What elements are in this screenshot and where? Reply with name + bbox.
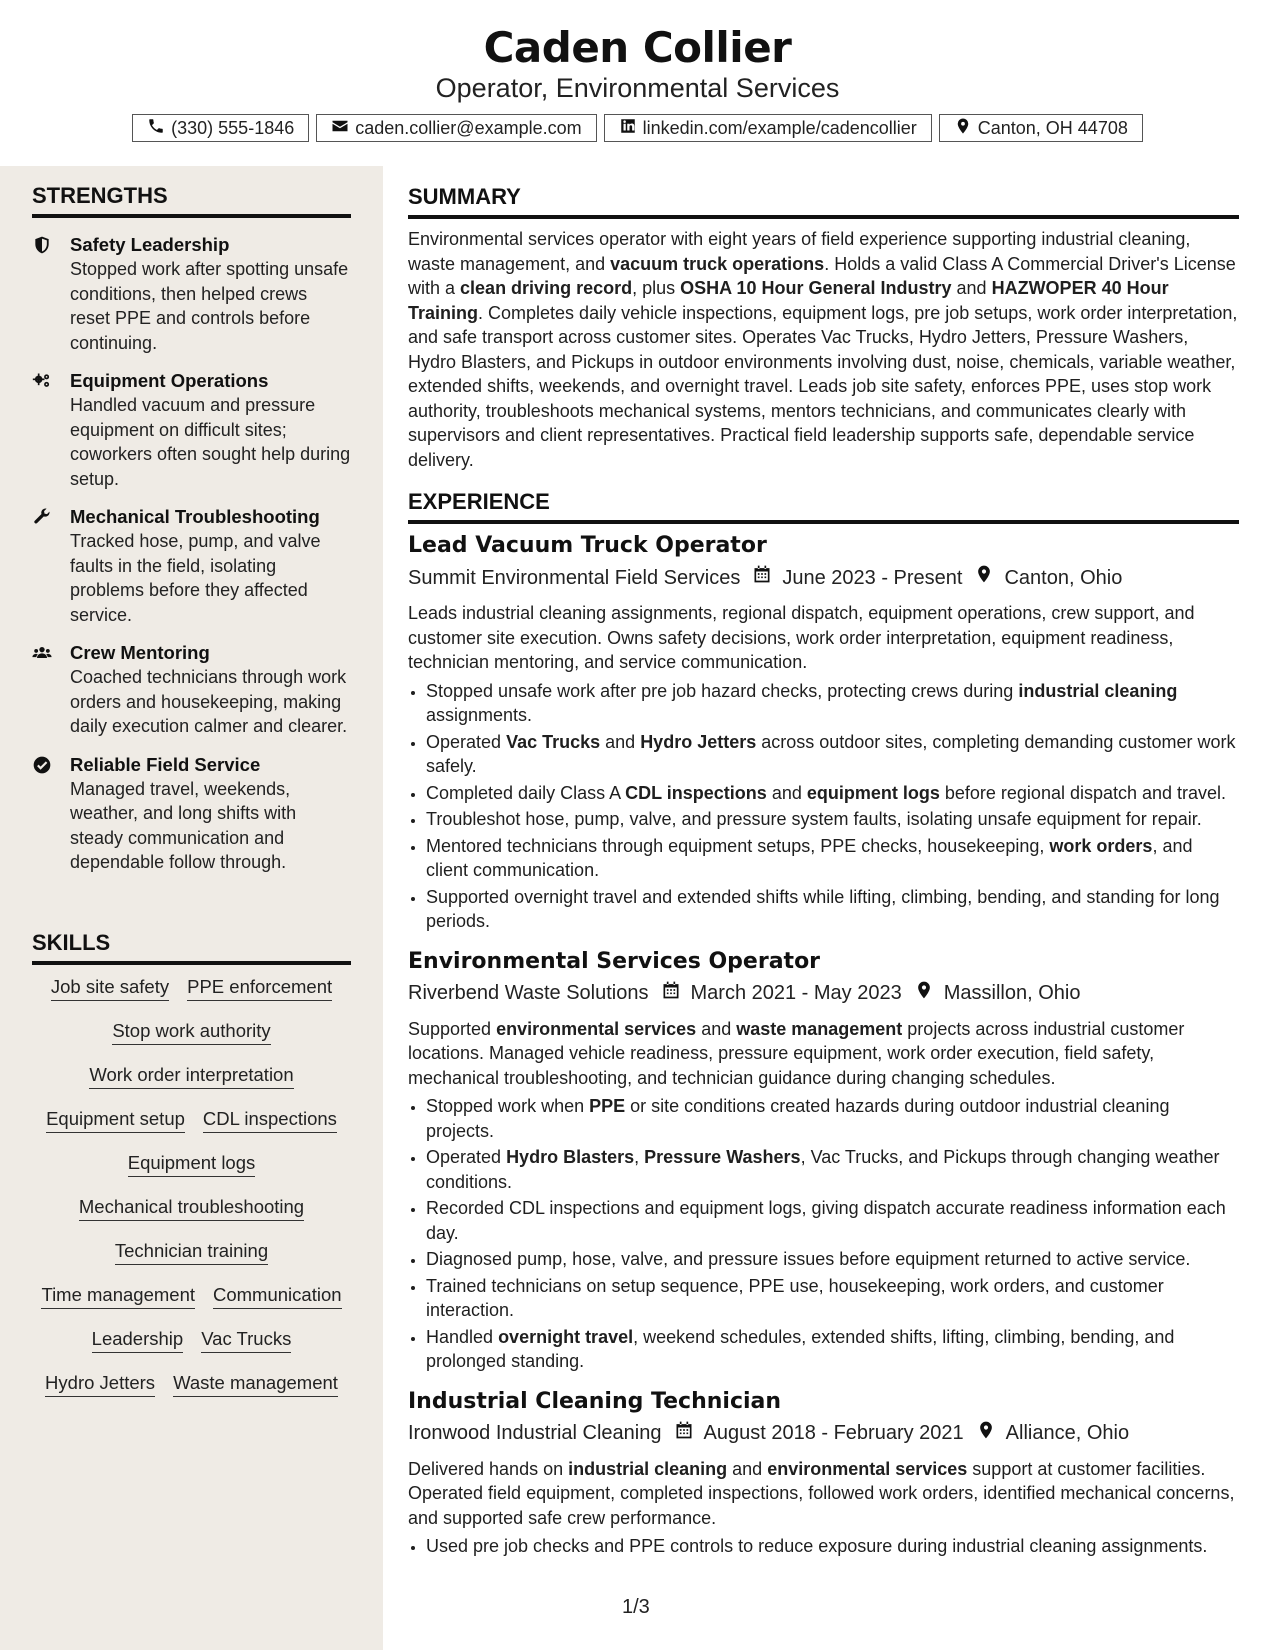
map-pin-icon — [962, 564, 1004, 591]
skill-tag: Waste management — [173, 1371, 338, 1397]
summary-heading: SUMMARY — [408, 183, 1239, 219]
email-text: caden.collier@example.com — [355, 117, 582, 138]
strength-item — [32, 505, 352, 627]
skill-tag: PPE enforcement — [187, 975, 332, 1001]
job-bullet: • Stopped work when PPE or site conditions created hazards during outdoor industrial cleaning projects. — [426, 1094, 1239, 1143]
contact-bar — [0, 114, 1275, 142]
strength-title: Safety Leadership — [70, 234, 230, 255]
job-bullet: • Completed daily Class A CDL inspections and equipment logs before regional dispatch and travel. — [426, 781, 1239, 806]
job-bullet: • Supported overnight travel and extended shifts while lifting, climbing, bending, and standing for long periods. — [426, 885, 1239, 934]
job-bullet: • Recorded CDL inspections and equipment logs, giving dispatch accurate readiness information each day. — [426, 1196, 1239, 1245]
phone-text: (330) 555-1846 — [171, 117, 295, 138]
job-location: Massillon, Ohio — [943, 982, 1081, 1004]
job-title: Industrial Cleaning Technician — [408, 1388, 782, 1414]
wrench-icon — [32, 505, 70, 627]
job-title: Environmental Services Operator — [408, 948, 821, 974]
map-pin-icon — [954, 117, 972, 140]
resume-header — [0, 0, 1275, 142]
job-bullet: • Operated Vac Trucks and Hydro Jetters across outdoor sites, completing demanding customer work safely. — [426, 730, 1239, 779]
linkedin-text: linkedin.com/example/cadencollier — [642, 117, 917, 138]
job-bullet: • Used pre job checks and PPE controls to reduce exposure during industrial cleaning assignments. — [426, 1534, 1239, 1559]
contact-phone[interactable] — [132, 114, 309, 142]
strength-item — [32, 753, 352, 875]
strength-item — [32, 641, 352, 739]
job-bullet: • Operated Hydro Blasters, Pressure Washers, Vac Trucks, and Pickups through changing weather conditions. — [426, 1145, 1239, 1194]
location-text: Canton, OH 44708 — [977, 117, 1128, 138]
phone-icon — [147, 117, 165, 140]
skill-tag: Mechanical troubleshooting — [79, 1195, 304, 1221]
job-dates: June 2023 - Present — [782, 566, 963, 589]
candidate-title: Operator, Environmental Services — [435, 73, 840, 103]
strength-item — [32, 233, 352, 355]
page-number: 1/3 — [622, 1596, 650, 1618]
job-description: Leads industrial cleaning assignments, regional dispatch, equipment operations, crew support, and customer site execution. Owns safety decisions, work order interpretation, equipment readiness, technician mentoring, and service communication. — [408, 603, 1195, 672]
skill-tag: Work order interpretation — [89, 1063, 293, 1089]
calendar-icon — [662, 1420, 704, 1447]
jobs-list — [408, 532, 1239, 1559]
contact-email[interactable] — [316, 114, 596, 142]
company-name: Summit Environmental Field Services — [408, 566, 741, 589]
map-pin-icon — [964, 1420, 1006, 1447]
skill-tag: CDL inspections — [203, 1107, 337, 1133]
check-circle-icon — [32, 753, 70, 875]
strength-desc: Stopped work after spotting unsafe conditions, then helped crews reset PPE and controls before continuing. — [70, 259, 349, 353]
strength-title: Mechanical Troubleshooting — [70, 506, 320, 527]
experience-heading: EXPERIENCE — [408, 488, 1239, 524]
job-description: Supported environmental services and waste management projects across industrial customer locations. Managed vehicle readiness, pressure equipment, work order execution, field safety, mechanical troubleshooting, and technician guidance during changing schedules. — [408, 1018, 1185, 1088]
map-pin-icon — [902, 980, 944, 1007]
skills-list — [32, 975, 351, 1415]
strengths-list — [32, 233, 352, 889]
skill-tag: Vac Trucks — [201, 1327, 291, 1353]
contact-linkedin[interactable] — [604, 114, 932, 142]
envelope-icon — [331, 117, 349, 140]
strength-desc: Coached technicians through work orders and housekeeping, making daily execution calmer and clearer. — [70, 667, 348, 736]
job-bullet: • Handled overnight travel, weekend schedules, extended shifts, lifting, climbing, bending, and prolonged standing. — [426, 1325, 1239, 1374]
job-description: Delivered hands on industrial cleaning and environmental services support at customer facilities. Operated field equipment, completed inspections, followed work orders, identified mechanical concerns, and supported safe crew performance. — [408, 1458, 1235, 1528]
job-dates: August 2018 - February 2021 — [703, 1422, 964, 1444]
job-bullet: • Stopped unsafe work after pre job hazard checks, protecting crews during industrial cleaning assignments. — [426, 679, 1239, 728]
candidate-name: Caden Collier — [483, 23, 792, 72]
skill-tag: Equipment logs — [128, 1151, 256, 1177]
job-bullet: • Mentored technicians through equipment setups, PPE checks, housekeeping, work orders, and client communication. — [426, 834, 1239, 883]
strength-item — [32, 369, 352, 491]
job-entry — [408, 532, 1239, 934]
strength-title: Equipment Operations — [70, 370, 269, 391]
job-entry — [408, 1388, 1239, 1559]
calendar-icon — [740, 564, 782, 591]
job-location: Alliance, Ohio — [1005, 1422, 1130, 1444]
job-bullet: • Troubleshot hose, pump, valve, and pressure system faults, isolating unsafe equipment for repair. — [426, 807, 1239, 832]
job-bullets — [408, 1534, 1239, 1559]
job-bullets — [408, 1094, 1239, 1374]
skills-heading: SKILLS — [32, 929, 351, 965]
skill-tag: Equipment setup — [46, 1107, 185, 1133]
shield-icon — [32, 233, 70, 355]
strength-title: Reliable Field Service — [70, 753, 261, 775]
skill-tag: Leadership — [92, 1327, 184, 1353]
job-meta — [408, 1420, 1239, 1447]
job-bullet: • Trained technicians on setup sequence, PPE use, housekeeping, work orders, and customer interaction. — [426, 1274, 1239, 1323]
company-name: Ironwood Industrial Cleaning — [408, 1422, 662, 1444]
job-meta — [408, 980, 1239, 1007]
skill-tag: Communication — [213, 1283, 342, 1309]
strength-desc: Handled vacuum and pressure equipment on difficult sites; coworkers often sought help during setup. — [70, 395, 351, 489]
job-meta — [408, 564, 1239, 591]
job-bullets — [408, 679, 1239, 934]
job-dates: March 2021 - May 2023 — [690, 982, 902, 1004]
job-location: Canton, Ohio — [1004, 566, 1123, 589]
job-bullet: • Diagnosed pump, hose, valve, and pressure issues before equipment returned to active service. — [426, 1247, 1239, 1272]
skill-tag: Job site safety — [51, 975, 169, 1001]
main-column — [408, 183, 1239, 1561]
strength-title: Crew Mentoring — [70, 642, 210, 663]
job-entry — [408, 948, 1239, 1374]
skill-tag: Technician training — [115, 1239, 268, 1265]
skill-tag: Stop work authority — [112, 1019, 270, 1045]
gears-icon — [32, 369, 70, 491]
strengths-heading: STRENGTHS — [32, 182, 351, 218]
strength-desc: Tracked hose, pump, and valve faults in the field, isolating problems before they affected service. — [70, 531, 321, 625]
users-icon — [32, 641, 70, 739]
skill-tag: Time management — [41, 1283, 195, 1309]
linkedin-icon — [619, 117, 637, 140]
calendar-icon — [649, 980, 691, 1007]
strength-desc: Managed travel, weekends, weather, and long shifts with steady communication and dependable follow through. — [70, 778, 297, 872]
company-name: Riverbend Waste Solutions — [408, 982, 649, 1004]
summary-text: Environmental services operator with eight years of field experience supporting industrial cleaning, waste management, and vacuum truck operations. Holds a valid Class A Commercial Driver's License with a clean driving record, plus OSHA 10 Hour General Industry and HAZWOPER 40 Hour Training. Completes daily vehicle inspections, equipment logs, pre job setups, work order interpretation, and safe transport across customer sites. Operates Vac Trucks, Hydro Jetters, Pressure Washers, Hydro Blasters, and Pickups in outdoor environments involving dust, noise, chemicals, variable weather, extended shifts, weekends, and overnight travel. Leads job site safety, enforces PPE, uses stop work authority, troubleshoots mechanical systems, mentors technicians, and communicates clearly with supervisors and client representatives. Practical field leadership supports safe, dependable service delivery. — [408, 229, 1238, 470]
skill-tag: Hydro Jetters — [45, 1371, 155, 1397]
job-title: Lead Vacuum Truck Operator — [408, 533, 767, 558]
contact-location — [939, 114, 1143, 142]
